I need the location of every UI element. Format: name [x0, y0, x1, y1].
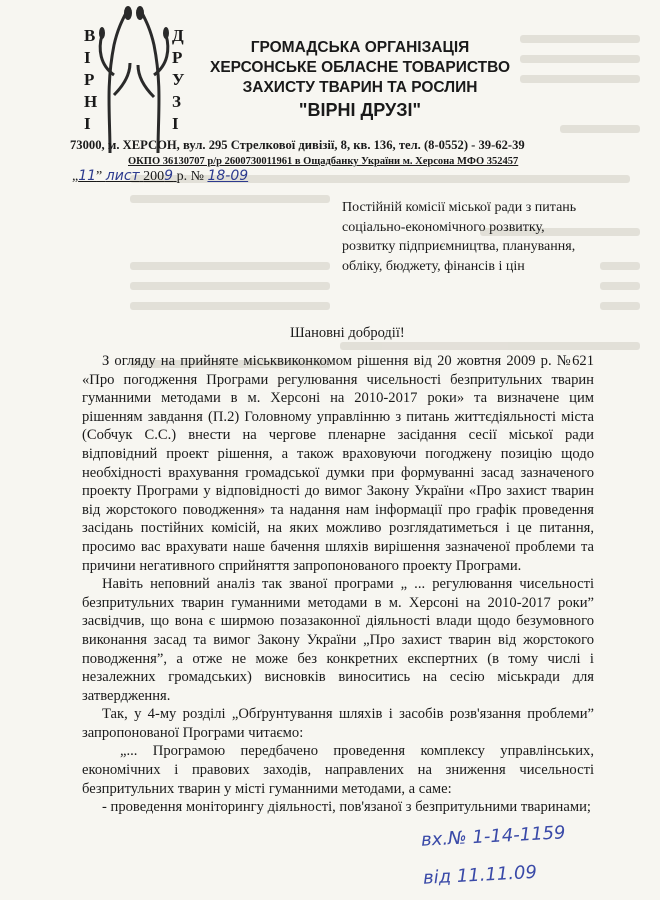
logo-letter: Р [172, 48, 183, 67]
ref-year-prefix: 200 [143, 169, 165, 184]
handwritten-registration-note [420, 814, 568, 897]
org-line-2: ХЕРСОНСЬКЕ ОБЛАСНЕ ТОВАРИСТВО [209, 59, 511, 76]
logo-letter: Д [172, 26, 184, 45]
ref-year-suffix: 9 [164, 168, 174, 184]
logo-letter: В [84, 26, 96, 45]
logo-letter: І [84, 48, 91, 67]
quote-paragraph: „... Програмою передбачено проведення комплексу управлінських, економічних і правових заходів, направлених на зниження чисельності безпритульних тварин у місті гуманними методами, а саме: [82, 743, 594, 797]
ref-day: 11 [78, 168, 97, 184]
paragraph: Навіть неповний аналіз так званої програми „ ... регулювання чисельності безпритульних тварин гуманними методами в м. Херсоні на 2010-2017 роки” засвідчив, що вона є ширмою позазаконної діяльності влади щодо безумовного виконання засад та вимог Закону України „Про захист тварин від жорстокого поводження”, а отже не може без конкретних експертних (в тому числі і незалежних громадських) висновків виноситись на сесію міськради для затвердження. [82, 576, 594, 704]
organization-name [200, 38, 520, 122]
org-line-1: ГРОМАДСЬКА ОРГАНІЗАЦІЯ [250, 39, 470, 56]
logo-letter: Р [84, 70, 95, 89]
registration-number: вх.№ 1-14-1159 [420, 822, 567, 851]
quote-list-item: - проведення моніторингу діяльності, пов'язаної з безпритульними тваринами; [102, 799, 591, 816]
ref-year-label: р. [176, 169, 188, 184]
logo-letter: І [172, 114, 179, 133]
org-line-4: "ВІРНІ ДРУЗІ" [298, 100, 422, 120]
recipient-block: Постійній комісії міської ради з питань соціально-економічного розвитку, розвитку підприємництва, планування, обліку, бюджету, фінансів і цін [342, 200, 577, 274]
ref-number: 18-09 [207, 168, 249, 184]
registration-date: від 11.11.09 [422, 861, 538, 889]
letter-body [82, 352, 594, 817]
paragraph: Так, у 4-му розділі „Обґрунтування шляхів і засобів розв'язання проблеми” запропонованої Програми читаємо: [82, 706, 594, 741]
logo-letter: З [172, 92, 181, 111]
org-bank-details: ОКПО 36130707 р/р 2600730011961 в Ощадбанку України м. Херсона МФО 352457 [128, 156, 519, 167]
greeting: Шановні добродії! [290, 325, 405, 341]
logo-letter: І [84, 114, 91, 133]
org-line-3: ЗАХИСТУ ТВАРИН ТА РОСЛИН [242, 79, 478, 96]
logo-letter: У [172, 70, 185, 89]
paragraph: З огляду на прийняте міськвиконкомом рішення від 20 жовтня 2009 р. №621 «Про погодження Програми регулювання чисельності безпритульних тварин гуманними методами в м. Херсоні на 2010-2017 роки» та визначене цим рішенням завдання (П.2) Головному управлінню з питань життєдіяльності міста (Собчук С.С.) внести на чергове пленарне засідання сесії міської ради відповідний проект рішення, а також враховуючи погоджену позицію щодо необхідності врахування громадської думки при формуванні засад зазначеного проекту Програми у відповідності до вимог Закону України «Про захист тварин від жорстокого поводження» та надання нам інформації про графік проведення засідань постійних комісій, на яких можливо розглядатиметься і це питання, просимо вас врахувати наше бачення шляхів вирішення зазначеної проблеми та причини негативного сприйняття запропонованого проекту Програми. [82, 353, 594, 574]
ref-month: лист [105, 168, 140, 184]
organization-logo [80, 5, 193, 155]
org-address: 73000, м. ХЕРСОН, вул. 295 Стрелкової дивізії, 8, кв. 136, тел. (8-0552) - 39-62-39 [70, 138, 525, 152]
ref-no-label: № [190, 169, 204, 184]
outgoing-reference: „11” лист 2009 р. № 18-09 [72, 168, 249, 184]
logo-letter: Н [84, 92, 98, 111]
